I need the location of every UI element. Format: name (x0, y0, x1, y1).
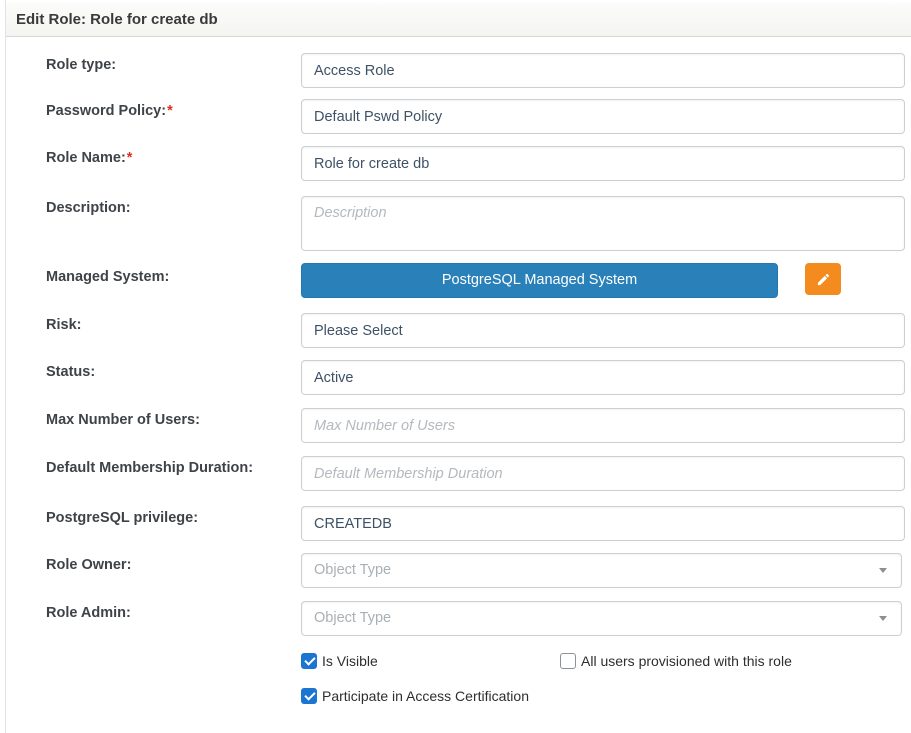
pg-privilege-label (46, 510, 198, 527)
edit-pencil-icon (816, 272, 831, 287)
role-owner-select[interactable] (301, 553, 902, 588)
is-visible-checkbox[interactable] (301, 653, 317, 669)
role-admin-select-placeholder: Object Type (314, 610, 392, 626)
role-admin-select[interactable] (301, 601, 902, 636)
pg-privilege-label-text: PostgreSQL privilege: (46, 510, 199, 526)
check-icon (304, 654, 315, 665)
all-users-provisioned-checkbox[interactable] (560, 653, 576, 669)
page-title: Edit Role: Role for create db (16, 11, 218, 28)
managed-system-label (46, 269, 169, 286)
membership-duration-label-text: Default Membership Duration: (46, 460, 254, 476)
membership-duration-label (46, 460, 253, 477)
role-type-label-text: Role type: (46, 57, 117, 73)
password-policy-required-mark: * (167, 103, 173, 119)
password-policy-label (46, 103, 173, 120)
panel-left-border (5, 0, 6, 733)
membership-duration-input[interactable] (301, 456, 905, 491)
participate-access-cert-checkbox[interactable] (301, 688, 317, 704)
edit-managed-system-button[interactable] (805, 263, 841, 295)
role-type-input[interactable] (301, 53, 905, 88)
password-policy-label-text: Password Policy: (46, 103, 167, 119)
role-name-required-mark: * (126, 150, 133, 166)
description-label (46, 200, 131, 217)
managed-system-button[interactable]: PostgreSQL Managed System (301, 263, 778, 298)
chevron-down-icon (879, 568, 887, 573)
pg-privilege-input[interactable] (301, 506, 905, 541)
risk-input[interactable] (301, 313, 905, 348)
role-type-label (46, 57, 117, 74)
max-users-input[interactable] (301, 408, 905, 443)
max-users-label (46, 412, 200, 429)
participate-access-cert-label[interactable]: Participate in Access Certification (322, 688, 529, 704)
is-visible-label[interactable]: Is Visible (322, 653, 378, 669)
role-name-input[interactable] (301, 146, 905, 181)
description-label-text: Description: (46, 200, 131, 216)
all-users-provisioned-label[interactable]: All users provisioned with this role (581, 653, 792, 669)
role-name-label-text: Role Name: (46, 150, 126, 166)
status-label-text: Status: (46, 364, 96, 380)
chevron-down-icon (879, 616, 887, 621)
description-textarea[interactable] (301, 196, 905, 251)
status-input[interactable] (301, 360, 905, 395)
status-label (46, 364, 95, 381)
role-admin-label-text: Role Admin: (46, 605, 131, 621)
password-policy-input[interactable] (301, 99, 905, 134)
max-users-label-text: Max Number of Users: (46, 412, 200, 428)
role-owner-select-placeholder: Object Type (314, 562, 392, 578)
check-icon (304, 689, 315, 700)
risk-label-text: Risk: (46, 317, 82, 333)
role-owner-label-text: Role Owner: (46, 557, 132, 573)
role-admin-label (46, 605, 131, 622)
panel-header (6, 3, 911, 37)
role-owner-label (46, 557, 131, 574)
risk-label (46, 317, 81, 334)
managed-system-label-text: Managed System: (46, 269, 170, 285)
role-name-label (46, 150, 132, 167)
